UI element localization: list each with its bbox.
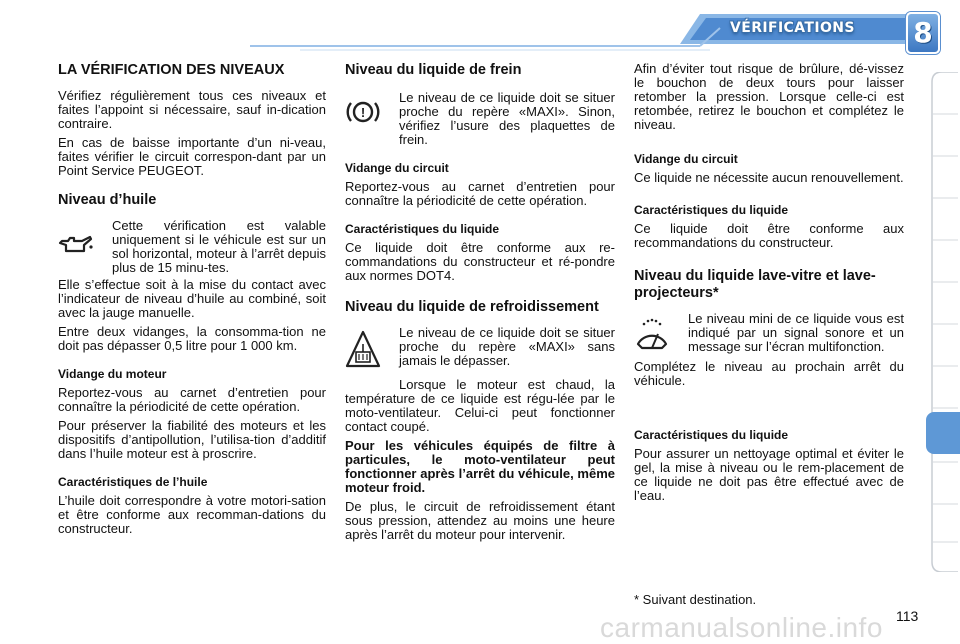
chapter-tabs bbox=[928, 72, 960, 572]
heading-liquid-specs: Caractéristiques du liquide bbox=[345, 222, 500, 236]
paragraph: Cette vérification est valable uniquement si le véhicule est sur un sol horizontal, moteur à l’arrêt depuis plus de 15 minu-tes. bbox=[112, 218, 326, 275]
heading-oil-specs: Caractéristiques de l’huile bbox=[58, 475, 208, 489]
brake-warning-icon bbox=[345, 91, 399, 147]
paragraph: Le niveau de ce liquide doit se situer proche du repère «MAXI» sans jamais le dépasser. bbox=[399, 325, 615, 368]
heading-coolant: Niveau du liquide de refroidissement bbox=[345, 299, 599, 315]
page-header bbox=[0, 0, 960, 60]
heading-brake-fluid: Niveau du liquide de frein bbox=[345, 62, 522, 78]
paragraph: De plus, le circuit de refroidissement étant sous pression, attendez au moins une heure après l’arrêt du moteur pour intervenir. bbox=[345, 499, 615, 542]
paragraph: Ce liquide ne nécessite aucun renouvellement. bbox=[634, 170, 904, 185]
paragraph: Pour assurer un nettoyage optimal et éviter le gel, la mise à niveau ou le rem-placement de ce liquide ne doit pas être effectué avec de l’eau. bbox=[634, 446, 904, 503]
heading-washer-fluid: Niveau du liquide lave-vitre et lave-projecteurs* bbox=[634, 268, 876, 301]
chapter-tab-outline bbox=[928, 72, 960, 572]
paragraph: Ce liquide doit être conforme aux recommandations du constructeur. bbox=[634, 221, 904, 250]
oil-block bbox=[58, 219, 326, 275]
paragraph-bold: Pour les véhicules équipés de filtre à particules, le moto-ventilateur peut fonctionner après l’arrêt du véhicule, même moteur froid. bbox=[345, 438, 615, 495]
section-title-levels: LA VÉRIFICATION DES NIVEAUX bbox=[58, 62, 285, 78]
column-2 bbox=[345, 60, 615, 542]
footnote: * Suivant destination. bbox=[634, 592, 757, 607]
paragraph: Ce liquide doit être conforme aux re-commandations du constructeur et ré-pondre aux normes DOT4. bbox=[345, 240, 615, 283]
svg-text:!: ! bbox=[360, 105, 366, 120]
coolant-warning-icon bbox=[345, 326, 399, 373]
watermark: carmanualsonline.info bbox=[600, 612, 883, 643]
column-1 bbox=[58, 60, 326, 536]
paragraph: Afin d’éviter tout risque de brûlure, dé-vissez le bouchon de deux tours pour laisser retomber la pression. Lorsque celle-ci est retombée, retirez le bouchon et complétez le niveau. bbox=[634, 61, 904, 132]
paragraph: Complétez le niveau au prochain arrêt du véhicule. bbox=[634, 359, 904, 388]
heading-circuit-drain: Vidange du circuit bbox=[634, 152, 738, 166]
paragraph: Entre deux vidanges, la consomma-tion ne doit pas dépasser 0,5 litre pour 1 000 km. bbox=[58, 324, 326, 353]
paragraph: Vérifiez régulièrement tous ces niveaux et faites l’appoint si nécessaire, sauf in-dication contraire. bbox=[58, 88, 326, 131]
chapter-badge: 8 bbox=[906, 12, 940, 54]
paragraph: Le niveau mini de ce liquide vous est indiqué par un signal sonore et un message sur l’écran multifonction. bbox=[688, 311, 904, 354]
washer-block bbox=[634, 312, 904, 357]
heading-liquid-specs: Caractéristiques du liquide bbox=[634, 203, 789, 217]
heading-oil-level: Niveau d’huile bbox=[58, 192, 157, 208]
paragraph: En cas de baisse importante d’un ni-veau, faites vérifier le circuit correspon-dant par un Point Service PEUGEOT. bbox=[58, 135, 326, 178]
washer-fluid-icon bbox=[634, 312, 688, 357]
oil-can-icon bbox=[58, 219, 112, 275]
paragraph: Reportez-vous au carnet d’entretien pour connaître la périodicité de cette opération. bbox=[345, 179, 615, 208]
active-chapter-tab[interactable] bbox=[926, 412, 960, 454]
header-title: VÉRIFICATIONS bbox=[730, 20, 855, 36]
column-3 bbox=[634, 60, 904, 503]
paragraph: Pour préserver la fiabilité des moteurs et les dispositifs d’antipollution, l’utilisa-tion d’additif dans l’huile moteur est à proscrire. bbox=[58, 418, 326, 461]
page-number: 113 bbox=[896, 608, 919, 624]
heading-engine-drain: Vidange du moteur bbox=[58, 367, 167, 381]
paragraph: Lorsque le moteur est chaud, la température de ce liquide est régu-lée par le moto-ventilateur. Celui-ci peut fonctionner contact coupé. bbox=[345, 377, 615, 434]
coolant-block bbox=[345, 326, 615, 373]
paragraph: Elle s’effectue soit à la mise du contact avec l’indicateur de niveau d’huile au combiné, soit avec la jauge manuelle. bbox=[58, 277, 326, 320]
paragraph: Le niveau de ce liquide doit se situer proche du repère «MAXI». Sinon, vérifiez l’usure des plaquettes de frein. bbox=[399, 90, 615, 147]
paragraph: Reportez-vous au carnet d’entretien pour connaître la périodicité de cette opération. bbox=[58, 385, 326, 414]
paragraph: L’huile doit correspondre à votre motori-sation et être conforme aux recomman-dations du constructeur. bbox=[58, 493, 326, 536]
brake-block bbox=[345, 91, 615, 147]
heading-liquid-specs: Caractéristiques du liquide bbox=[634, 428, 789, 442]
heading-circuit-drain: Vidange du circuit bbox=[345, 161, 449, 175]
